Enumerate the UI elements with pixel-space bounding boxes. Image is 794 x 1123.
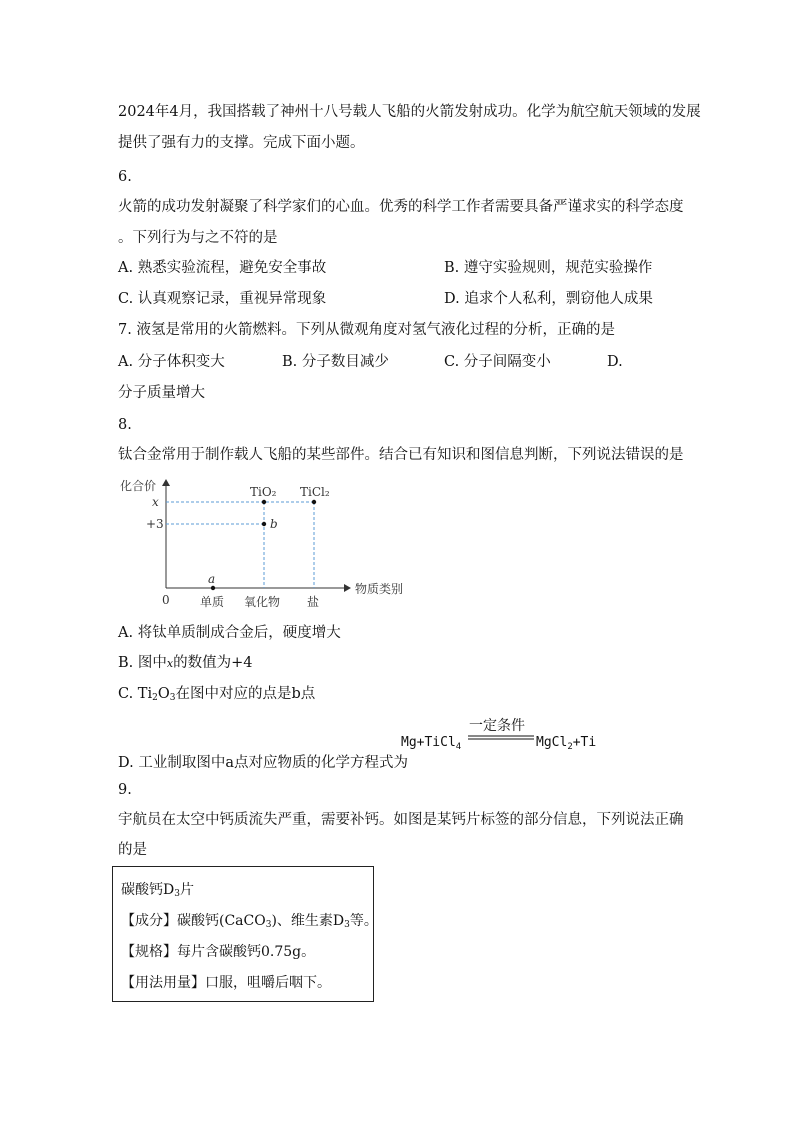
- reaction-equation: [400, 715, 610, 755]
- label-ingredients-sub: 3: [265, 920, 272, 930]
- label-ingredients-post: 等。: [349, 913, 378, 929]
- q8-option-b: [118, 653, 252, 674]
- point-b: [262, 522, 266, 526]
- q7-option-d-letter: D.: [607, 354, 623, 370]
- q6-option-b: B. 遵守实验规则，规范实验操作: [444, 260, 653, 276]
- q8-option-b-post: 的数值为+4: [173, 655, 253, 671]
- q8-option-b-pre: B. 图中: [118, 655, 167, 671]
- intro-line-2: 提供了强有力的支撑。完成下面小题。: [118, 135, 365, 151]
- y-tick-plus3: +3: [146, 517, 164, 531]
- label-title-post: 片: [179, 882, 194, 898]
- q9-stem-2: 的是: [118, 842, 147, 858]
- q8-option-c-sub2: 3: [169, 693, 176, 703]
- intro-line-1: 2024年4月，我国搭载了神州十八号载人飞船的火箭发射成功。化学为航空航天领域的发展: [118, 104, 701, 120]
- q8-option-c-post: 在图中对应的点是b点: [175, 686, 316, 702]
- q8-option-c-pre: C. Ti: [118, 686, 153, 702]
- q8-number: 8.: [118, 417, 132, 433]
- q6-number: 6.: [118, 169, 132, 185]
- point-b-label: b: [270, 517, 278, 531]
- y-tick-x: x: [152, 495, 159, 509]
- q8-option-c: [118, 684, 315, 708]
- q8-option-c-sub1: 2: [152, 693, 158, 703]
- point-a: [211, 586, 215, 590]
- category-label-element: 单质: [200, 595, 225, 609]
- point-ticl2-label: TiCl₂: [300, 485, 330, 499]
- q7-option-b: B. 分子数目减少: [282, 354, 389, 370]
- label-ingredients-pre: 【成分】碳酸钙(CaCO: [121, 913, 266, 929]
- q8-stem: 钛合金常用于制作载人飞船的某些部件。结合已有知识和图信息判断，下列说法错误的是: [118, 447, 684, 463]
- point-a-label: a: [208, 572, 216, 586]
- q6-stem-2: 。下列行为与之不符的是: [118, 230, 278, 246]
- label-title-pre: 碳酸钙D: [121, 882, 175, 898]
- label-ingredients-mid: )、维生素D: [271, 913, 345, 929]
- q7-stem: 7. 液氢是常用的火箭燃料。下列从微观角度对氢气液化过程的分析，正确的是: [118, 322, 615, 338]
- label-ingredients: [121, 910, 378, 930]
- q6-stem-1: 火箭的成功发射凝聚了科学家们的心血。优秀的科学工作者需要具备严谨求实的科学态度: [118, 199, 684, 215]
- label-title-sub: 3: [174, 889, 180, 899]
- calcium-tablet-label: [112, 866, 378, 1002]
- equation-right: MgCl$_2$+Ti: [536, 735, 597, 752]
- q9-stem-1: 宇航员在太空中钙质流失严重，需要补钙。如图是某钙片标签的部分信息，下列说法正确: [118, 812, 684, 828]
- q6-option-d: D. 追求个人私利，剽窃他人成果: [444, 291, 653, 307]
- y-axis-label: 化合价: [120, 479, 157, 493]
- q8-option-c-mid: O: [157, 686, 170, 702]
- equation-left: Mg+TiCl$_4$: [401, 735, 462, 752]
- label-ingredients-sub2: 3: [344, 920, 350, 930]
- point-tio2-label: TiO₂: [250, 485, 277, 499]
- label-title: [121, 879, 194, 899]
- q8-option-a: A. 将钛单质制成合金后，硬度增大: [118, 625, 341, 641]
- valence-category-chart: [118, 474, 418, 614]
- q7-option-c: C. 分子间隔变小: [444, 354, 551, 370]
- q7-option-a: A. 分子体积变大: [118, 354, 225, 370]
- q8-option-b-var: x: [166, 657, 174, 670]
- q6-option-a: A. 熟悉实验流程，避免安全事故: [118, 260, 327, 276]
- q8-option-d: D. 工业制取图中a点对应物质的化学方程式为: [118, 755, 408, 771]
- q6-option-c: C. 认真观察记录，重视异常现象: [118, 291, 327, 307]
- q7-option-d-text: 分子质量增大: [118, 385, 205, 401]
- category-label-oxide: 氧化物: [244, 595, 281, 609]
- origin-label: 0: [162, 593, 170, 607]
- equation-condition: 一定条件: [469, 718, 525, 734]
- label-usage: 【用法用量】口服，咀嚼后咽下。: [121, 975, 331, 991]
- category-label-salt: 盐: [307, 595, 320, 609]
- point-tio2: [262, 500, 266, 504]
- point-ticl2: [312, 500, 316, 504]
- x-axis-label: 物质类别: [355, 582, 404, 596]
- label-spec: 【规格】每片含碳酸钙0.75g。: [121, 944, 316, 960]
- q9-number: 9.: [118, 782, 132, 798]
